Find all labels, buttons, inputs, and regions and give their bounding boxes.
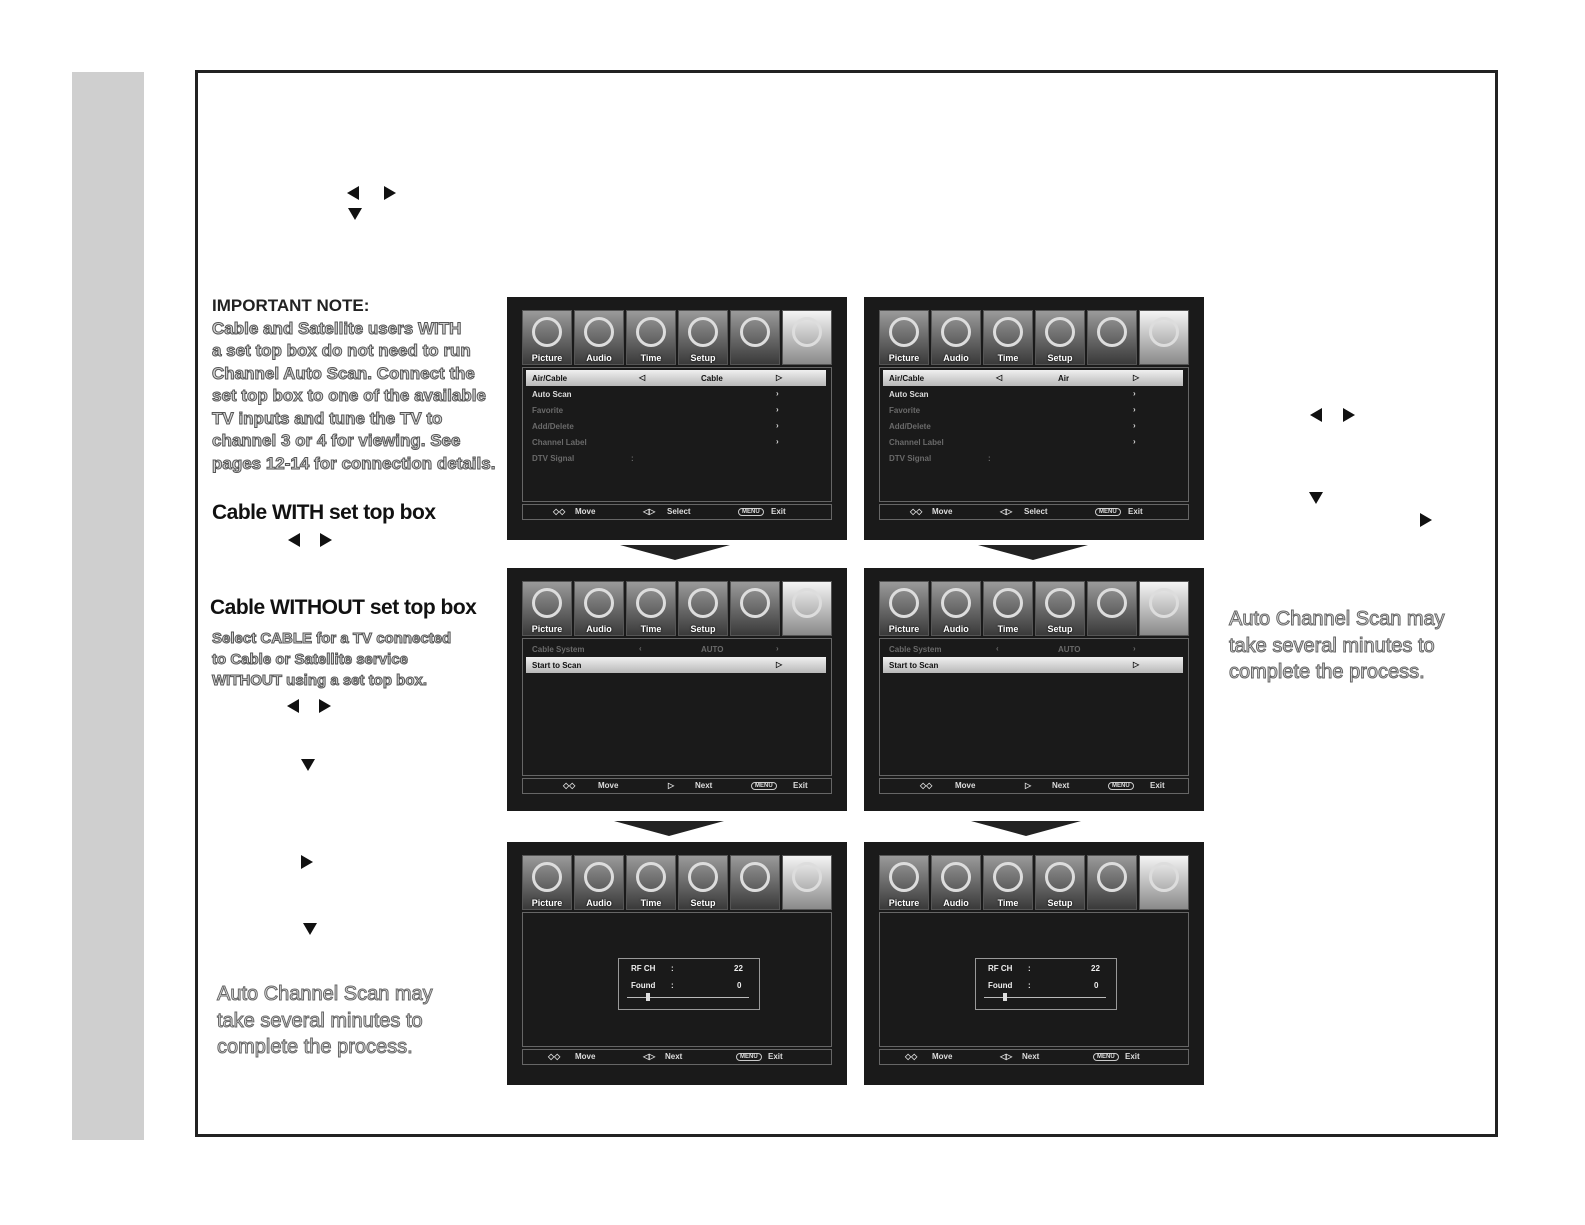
audio-icon[interactable]: Audio: [574, 310, 624, 365]
right-arrow-icon: [1343, 408, 1355, 422]
channel-icon[interactable]: [782, 581, 832, 636]
note-line: set top box to one of the available: [212, 386, 486, 405]
rf-ch-value: 22: [734, 964, 743, 973]
channel-icon[interactable]: [782, 310, 832, 365]
page-side-tab: [72, 72, 144, 1140]
important-note-title: IMPORTANT NOTE:: [212, 296, 370, 315]
down-arrow-icon: [301, 759, 315, 771]
down-arrow-icon: [348, 208, 362, 220]
menu-panel: [522, 912, 832, 1047]
tv-screen-cable-menu: [507, 297, 847, 540]
scan-time-note-left: [217, 981, 497, 1061]
important-note: [212, 295, 502, 475]
menu-row-favorite[interactable]: Favorite ›: [532, 405, 779, 415]
menu-row-channel-label[interactable]: Channel Label ›: [532, 437, 779, 447]
menu-panel: [879, 367, 1189, 502]
lock-icon[interactable]: [1087, 855, 1137, 910]
channel-icon[interactable]: [782, 855, 832, 910]
tv-screen-air-menu: [864, 297, 1204, 540]
menu-row-add-delete[interactable]: Add/Delete ›: [532, 421, 779, 431]
note-line: channel 3 or 4 for viewing. See: [212, 431, 461, 450]
menu-row-auto-scan[interactable]: Auto Scan ›: [889, 389, 1136, 399]
scan-note-line: Auto Channel Scan may: [217, 983, 433, 1005]
lock-icon[interactable]: [730, 855, 780, 910]
menu-footer: ◇◇ Move ◁▷ Next MENU Exit: [879, 1049, 1189, 1065]
note-line: a set top box do not need to run: [212, 341, 471, 360]
menu-row-dtv-signal: DTV Signal :: [532, 454, 634, 463]
rf-ch-value: 22: [1091, 964, 1100, 973]
note-line: pages 12-14 for connection details.: [212, 453, 496, 473]
menu-footer: ◇◇ Move ◁▷ Select MENU Exit: [522, 504, 832, 520]
audio-icon[interactable]: Audio: [931, 310, 981, 365]
found-label: Found: [631, 981, 656, 990]
time-icon[interactable]: Time: [983, 581, 1033, 636]
audio-icon[interactable]: Audio: [574, 855, 624, 910]
setup-icon[interactable]: Setup: [678, 855, 728, 910]
picture-icon[interactable]: Picture: [879, 310, 929, 365]
time-icon[interactable]: Time: [983, 855, 1033, 910]
lock-icon[interactable]: [1087, 581, 1137, 636]
menu-icon-bar: [879, 310, 1189, 365]
flow-down-arrow: [614, 821, 724, 836]
picture-icon[interactable]: Picture: [879, 855, 929, 910]
picture-icon[interactable]: Picture: [879, 581, 929, 636]
channel-icon[interactable]: [1139, 855, 1189, 910]
picture-icon[interactable]: Picture: [522, 855, 572, 910]
audio-icon[interactable]: Audio: [574, 581, 624, 636]
scan-progress-knob: [646, 993, 650, 1001]
time-icon[interactable]: Time: [983, 310, 1033, 365]
right-arrow-icon: [301, 855, 313, 869]
scan-note-line: take several minutes to: [1229, 634, 1435, 657]
flow-down-arrow: [978, 545, 1088, 560]
menu-icon-bar: [879, 855, 1189, 910]
menu-icon-bar: [522, 581, 832, 636]
left-arrow-icon: [1310, 408, 1322, 422]
channel-icon[interactable]: [1139, 581, 1189, 636]
found-label: Found: [988, 981, 1013, 990]
time-icon[interactable]: Time: [626, 855, 676, 910]
menu-row-cable-system[interactable]: Cable System ‹ AUTO ›: [532, 644, 779, 654]
down-arrow-icon: [1309, 492, 1323, 504]
menu-row-channel-label[interactable]: Channel Label ›: [889, 437, 1136, 447]
lock-icon[interactable]: [730, 310, 780, 365]
menu-row-favorite[interactable]: Favorite ›: [889, 405, 1136, 415]
cable-without-heading: Cable WITHOUT set top box: [210, 596, 477, 619]
scan-progress-box: RF CH : 22 Found : 0: [618, 958, 760, 1010]
tv-screen-scan-progress: [507, 842, 847, 1085]
note-line: Channel Auto Scan. Connect the: [212, 363, 475, 383]
scan-progress-knob: [1003, 993, 1007, 1001]
cable-without-text: [212, 628, 492, 691]
rf-ch-label: RF CH: [631, 964, 656, 973]
audio-icon[interactable]: Audio: [931, 855, 981, 910]
picture-icon[interactable]: Picture: [522, 581, 572, 636]
scan-time-note-right: [1229, 606, 1489, 686]
setup-icon[interactable]: Setup: [1035, 855, 1085, 910]
menu-row-add-delete[interactable]: Add/Delete ›: [889, 421, 1136, 431]
note-line: TV inputs and tune the TV to: [212, 408, 443, 428]
menu-row-auto-scan[interactable]: Auto Scan ›: [532, 389, 779, 399]
menu-footer: ◇◇ Move ◁▷ Select MENU Exit: [879, 504, 1189, 520]
menu-footer: ◇◇ Move ◁▷ Next MENU Exit: [522, 1049, 832, 1065]
found-value: 0: [1094, 981, 1099, 990]
channel-icon[interactable]: [1139, 310, 1189, 365]
menu-icon-bar: [522, 310, 832, 365]
tv-screen-scan-progress: [864, 842, 1204, 1085]
menu-footer: ◇◇ Move ▷ Next MENU Exit: [522, 778, 832, 794]
audio-icon[interactable]: Audio: [931, 581, 981, 636]
lock-icon[interactable]: [730, 581, 780, 636]
menu-panel: [522, 638, 832, 776]
cable-without-line: to Cable or Satellite service: [212, 651, 408, 668]
scan-note-line: complete the process.: [217, 1036, 413, 1058]
cable-without-line: WITHOUT using a set top box.: [212, 672, 427, 689]
cable-without-line: Select CABLE for a TV connected: [212, 630, 452, 647]
scan-progress-box: RF CH : 22 Found : 0: [975, 958, 1117, 1010]
menu-row-dtv-signal: DTV Signal :: [889, 454, 991, 463]
right-arrow-icon: [320, 533, 332, 547]
left-arrow-icon: [287, 699, 299, 713]
menu-panel: [879, 638, 1189, 776]
setup-icon[interactable]: Setup: [1035, 310, 1085, 365]
down-arrow-icon: [303, 923, 317, 935]
note-line: Cable and Satellite users WITH: [212, 318, 462, 338]
tv-screen-scan-menu: [864, 568, 1204, 811]
flow-down-arrow: [620, 545, 730, 560]
right-arrow-icon: [1420, 513, 1432, 527]
setup-icon[interactable]: Setup: [678, 310, 728, 365]
scan-note-line: Auto Channel Scan may: [1229, 608, 1445, 630]
menu-panel: [879, 912, 1189, 1047]
setup-icon[interactable]: Setup: [678, 581, 728, 636]
flow-down-arrow: [971, 821, 1081, 836]
menu-row-air-cable[interactable]: Air/Cable ◁ Cable ▷: [526, 370, 826, 386]
menu-panel: [522, 367, 832, 502]
right-arrow-icon: [384, 186, 396, 200]
menu-row-air-cable[interactable]: Air/Cable ◁ Air ▷: [883, 370, 1183, 386]
menu-row-cable-system[interactable]: Cable System ‹ AUTO ›: [889, 644, 1136, 654]
time-icon[interactable]: Time: [626, 310, 676, 365]
scan-note-line: take several minutes to: [217, 1009, 423, 1032]
cable-with-heading: Cable WITH set top box: [212, 501, 436, 524]
setup-icon[interactable]: Setup: [1035, 581, 1085, 636]
found-value: 0: [737, 981, 742, 990]
rf-ch-label: RF CH: [988, 964, 1013, 973]
left-arrow-icon: [347, 186, 359, 200]
right-arrow-icon: [319, 699, 331, 713]
left-arrow-icon: [288, 533, 300, 547]
menu-icon-bar: [879, 581, 1189, 636]
lock-icon[interactable]: [1087, 310, 1137, 365]
tv-screen-scan-menu: [507, 568, 847, 811]
menu-row-start-scan[interactable]: Start to Scan ▷: [883, 657, 1183, 673]
menu-icon-bar: [522, 855, 832, 910]
scan-note-line: complete the process.: [1229, 661, 1425, 683]
time-icon[interactable]: Time: [626, 581, 676, 636]
menu-footer: ◇◇ Move ▷ Next MENU Exit: [879, 778, 1189, 794]
picture-icon[interactable]: Picture: [522, 310, 572, 365]
menu-row-start-scan[interactable]: Start to Scan ▷: [526, 657, 826, 673]
